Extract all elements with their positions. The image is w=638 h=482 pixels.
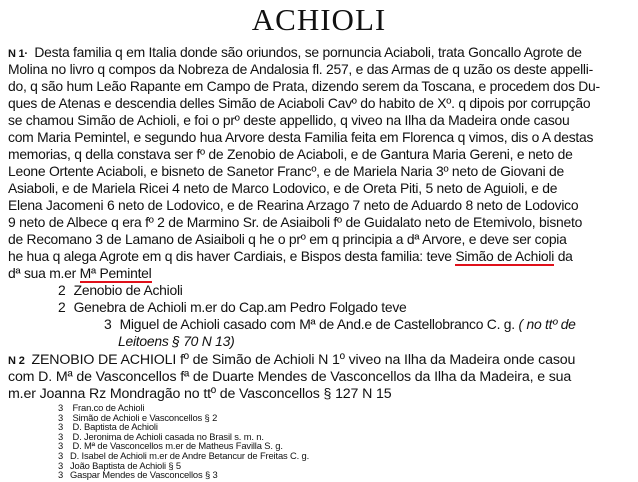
entry-text: D. Baptista de Achioli [72,421,158,433]
text-line-with-highlight [8,265,152,281]
entry-text: Zenobio de Achioli [73,282,183,298]
generation-number: 3 [104,316,112,332]
section-1-label: N 1· [8,48,28,60]
page-title: ACHIOLI [251,2,387,37]
generation-number: 2 [58,282,66,298]
entry-text: Miguel de Achioli casado com Mª de And.e de Castellobranco C. g. [119,316,515,332]
text-line: ques de Atenas e descendia delles Simão de Aciaboli Cavº do habito de Xº. q dipois por corrupção [8,95,591,111]
text-line: com D. Mª de Vasconcellos fª de Duarte Mendes de Vasconcellos da Ilha da Madeira, e sua [8,369,572,385]
section-1-first-line [8,44,582,62]
highlighted-name: Simão de Achioli [455,248,555,264]
entry-text: João Baptista de Achioli § 5 [70,459,181,471]
text-line: dª sua m.er [8,265,77,281]
text-line: Molina no livro q compos da Nobreza de Andalosia fl. 257, e das Armas de q uzão os deste appelli- [8,61,593,77]
section-2-first-line [8,352,575,369]
highlighted-name: Mª Pemintel [79,265,152,281]
text-line: Desta familia q em Italia donde são oriundos, se pornuncia Aciaboli, trata Goncallo Agrote de [34,44,582,60]
generation-number: 3 [58,402,64,413]
generation-number: 3 [58,430,64,442]
genealogy-entry [58,470,218,480]
entry-text: Genebra de Achioli m.er do Cap.am Pedro Folgado teve [73,299,407,315]
text-line: Asiaboli, e de Mariela Ricei 4 neto de Marco Lodovico, e de Oreta Piti, 5 neto de Aguioli, e de [8,180,558,196]
entry-text: D. Jeronima de Achioli casada no Brasil s. m. n. [72,430,264,442]
text-line: he hua q alega Agrote em q dis haver Cardiais, e Bispos desta familia: teve [8,248,452,264]
cross-reference: Leitoens § 70 N 13) [118,333,235,349]
entry-text: D. Isabel de Achioli m.er de Andre Betancur de Freitas C. g. [70,450,310,461]
generation-number: 3 [58,459,64,471]
text-line: do, q são hum Leão Rapante em Campo de Prata, dizendo serem da Toscana, e procedem dos Du- [8,78,600,94]
entry-text: D. Mª de Vasconcellos m.er de Matheus Favilla S. g. [72,440,283,452]
text-line: Elena Jacomeni 6 neto de Lodovico, e de Rearina Arzago 7 neto de Aduardo 8 neto de Lodovico [8,197,579,213]
text-line: memorias, q della constava ser fº de Zenobio de Aciaboli, e de Gantura Maria Gereni, e neto de [8,146,573,162]
text-line: com Maria Pemintel, e segundo hua Arvore desta Familia feita em Florenca q vimos, dis o A destas [8,129,594,145]
genealogy-entry [58,282,183,298]
section-2-label: N 2 [8,355,25,367]
generation-number: 3 [58,421,64,433]
text-line: de Recomano 3 de Lamano de Asiaiboli q he o prº em q principia a dª Arvore, e deve ser copia [8,231,567,247]
text-line-with-highlight [8,248,573,264]
text-line: Leone Ortente Aciaboli, e bisneto de Sanetor Francº, e de Mariela Naria 3º neto de Giovani de [8,163,564,179]
entry-text: Fran.co de Achioli [72,402,145,413]
generation-number: 3 [58,450,64,461]
entry-text: Gaspar Mendes de Vasconcellos § 3 [70,469,218,481]
cross-reference: ( no ttº de [518,316,576,332]
generation-number: 3 [58,440,64,452]
generation-number: 3 [58,469,64,481]
text-line: 9 neto de Albece q era fº 2 de Marmino Sr. de Asiaiboli fº de Guidalato neto de Etemivolo, bisneto [8,214,583,230]
genealogy-entry [58,299,407,315]
text-tail: da [557,248,573,264]
text-line: ZENOBIO DE ACHIOLI fº de Simão de Achioli N 1º viveo na Ilha da Madeira onde casou [31,352,576,368]
genealogy-entry [104,316,576,332]
entry-text: Simão de Achioli e Vasconcellos § 2 [72,411,218,423]
text-line: se chamou Simão de Achioli, e foi o prº deste appellido, q viveo na Ilha da Madeira onde casou [8,112,570,128]
generation-number: 3 [58,411,64,423]
generation-number: 2 [58,299,66,315]
text-line: m.er Joanna Rz Mondragão no ttº de Vasconcellos § 127 N 15 [8,386,392,402]
